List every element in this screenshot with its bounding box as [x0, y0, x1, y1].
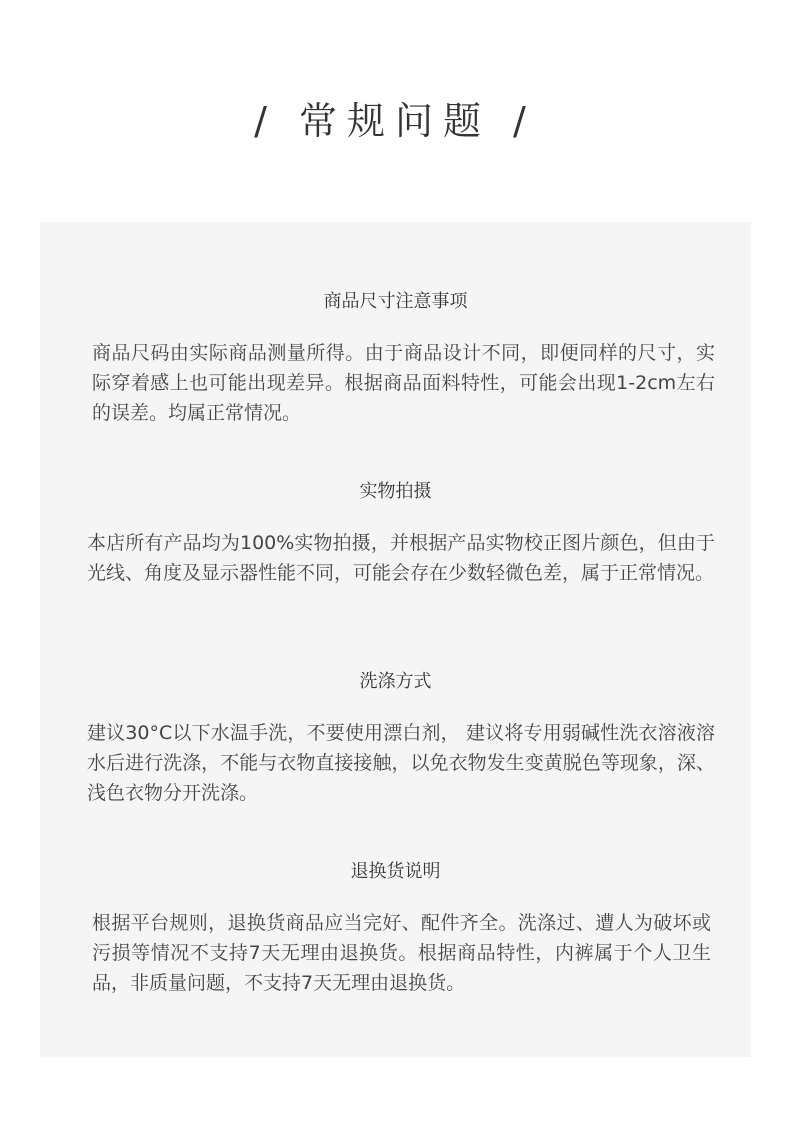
- title-text: 常规问题: [298, 99, 491, 143]
- title-slash-right: /: [513, 99, 536, 143]
- title-slash-left: /: [254, 99, 277, 143]
- faq-section-washing: [40, 670, 751, 808]
- section-title: 退换货说明: [350, 861, 441, 882]
- faq-section-photo: [40, 480, 751, 588]
- faq-section-returns: [40, 860, 751, 998]
- faq-section-size: [40, 290, 751, 428]
- section-body: 本店所有产品均为100%实物拍摄，并根据产品实物校正图片颜色，但由于光线、角度及显示器性能不同，可能会存在少数轻微色差，属于正常情况。: [87, 532, 715, 584]
- section-title: 实物拍摄: [359, 481, 432, 502]
- page-title: [0, 96, 790, 146]
- section-body: 商品尺码由实际商品测量所得。由于商品设计不同，即便同样的尺寸，实际穿着感上也可能出现差异。根据商品面料特性，可能会出现1-2cm左右的误差。均属正常情况。: [92, 342, 715, 424]
- section-title: 商品尺寸注意事项: [323, 291, 468, 312]
- section-title: 洗涤方式: [359, 671, 432, 692]
- section-body: 建议30°C以下水温手洗，不要使用漂白剂， 建议将专用弱碱性洗衣溶液溶水后进行洗涤，不能与衣物直接接触，以免衣物发生变黄脱色等现象，深、浅色衣物分开洗涤。: [87, 722, 715, 804]
- faq-panel: [40, 222, 751, 1057]
- section-body: 根据平台规则，退换货商品应当完好、配件齐全。洗涤过、遭人为破坏或污损等情况不支持7天无理由退换货。根据商品特性，内裤属于个人卫生品，非质量问题，不支持7天无理由退换货。: [92, 912, 711, 994]
